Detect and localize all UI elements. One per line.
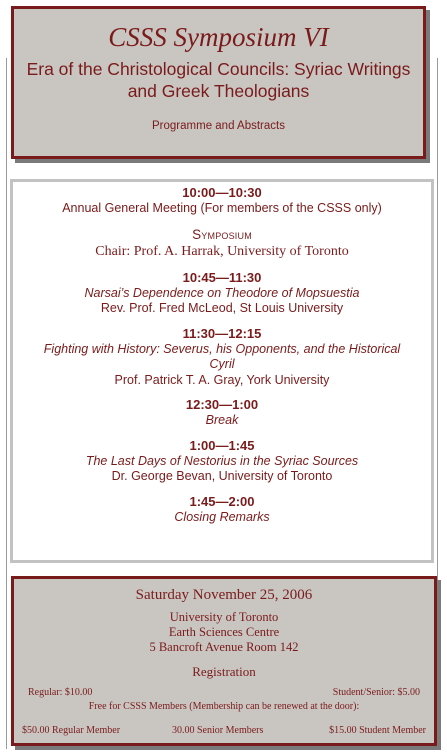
left-frame-line (6, 58, 7, 749)
membership-student: $15.00 Student Member (329, 725, 426, 736)
event-info-panel (11, 576, 437, 746)
event-date: Saturday November 25, 2006 (135, 587, 313, 603)
venue-block (14, 610, 434, 655)
talk-title: Narsai’s Dependence on Theodore of Mopsuestia (84, 285, 360, 300)
membership-senior: 30.00 Senior Members (172, 725, 264, 736)
page-title: CSSS Symposium VI (108, 22, 329, 52)
agm-note: Annual General Meeting (For members of the CSSS only) (62, 201, 382, 215)
membership-fees-row (14, 724, 434, 738)
talk-slot (13, 270, 431, 317)
talk-slot (13, 438, 431, 485)
symposium-heading: Symposium (192, 226, 252, 242)
page-subtitle: Era of the Christological Councils: Syriac Writings and Greek Theologians (26, 59, 411, 101)
talk-speaker: Rev. Prof. Fred McLeod, St Louis University (100, 301, 344, 315)
slot-time: 10:45—11:30 (182, 269, 262, 285)
slot-time: 1:00—1:45 (189, 437, 255, 453)
venue-line: 5 Bancroft Avenue Room 142 (149, 640, 299, 654)
closing-label: Closing Remarks (174, 509, 270, 524)
talk-title: The Last Days of Nestorius in the Syriac Sources (85, 453, 359, 468)
agm-slot (13, 185, 431, 217)
symposium-chair: Chair: Prof. A. Harrak, University of Toronto (95, 243, 349, 259)
break-slot (13, 397, 431, 429)
symposium-slot (13, 226, 431, 261)
membership-regular: $50.00 Regular Member (22, 725, 121, 736)
talk-title: Fighting with History: Severus, his Opponents, and the Historical Cyril (43, 341, 401, 371)
venue-line: University of Toronto (169, 610, 279, 624)
talk-speaker: Dr. George Bevan, University of Toronto (111, 469, 333, 483)
free-note: Free for CSSS Members (Membership can be renewed at the door): (88, 701, 360, 712)
break-label: Break (205, 413, 239, 427)
programme-tagline: Programme and Abstracts (152, 120, 285, 132)
schedule-panel (10, 179, 434, 563)
slot-time: 11:30—12:15 (182, 325, 262, 341)
venue-line: Earth Sciences Centre (168, 625, 280, 639)
slot-time: 1:45—2:00 (189, 493, 255, 509)
slot-time: 12:30—1:00 (185, 397, 259, 412)
fee-regular: Regular: $10.00 (28, 687, 93, 698)
registration-heading: Registration (192, 664, 256, 679)
fees-row (14, 686, 434, 700)
header-panel (11, 6, 426, 159)
right-frame-line (437, 58, 438, 749)
talk-slot (13, 326, 431, 389)
fee-student: Student/Senior: $5.00 (332, 687, 420, 698)
talk-speaker: Prof. Patrick T. A. Gray, York University (114, 372, 330, 387)
slot-time: 10:00—10:30 (182, 185, 262, 200)
closing-slot (13, 494, 431, 526)
